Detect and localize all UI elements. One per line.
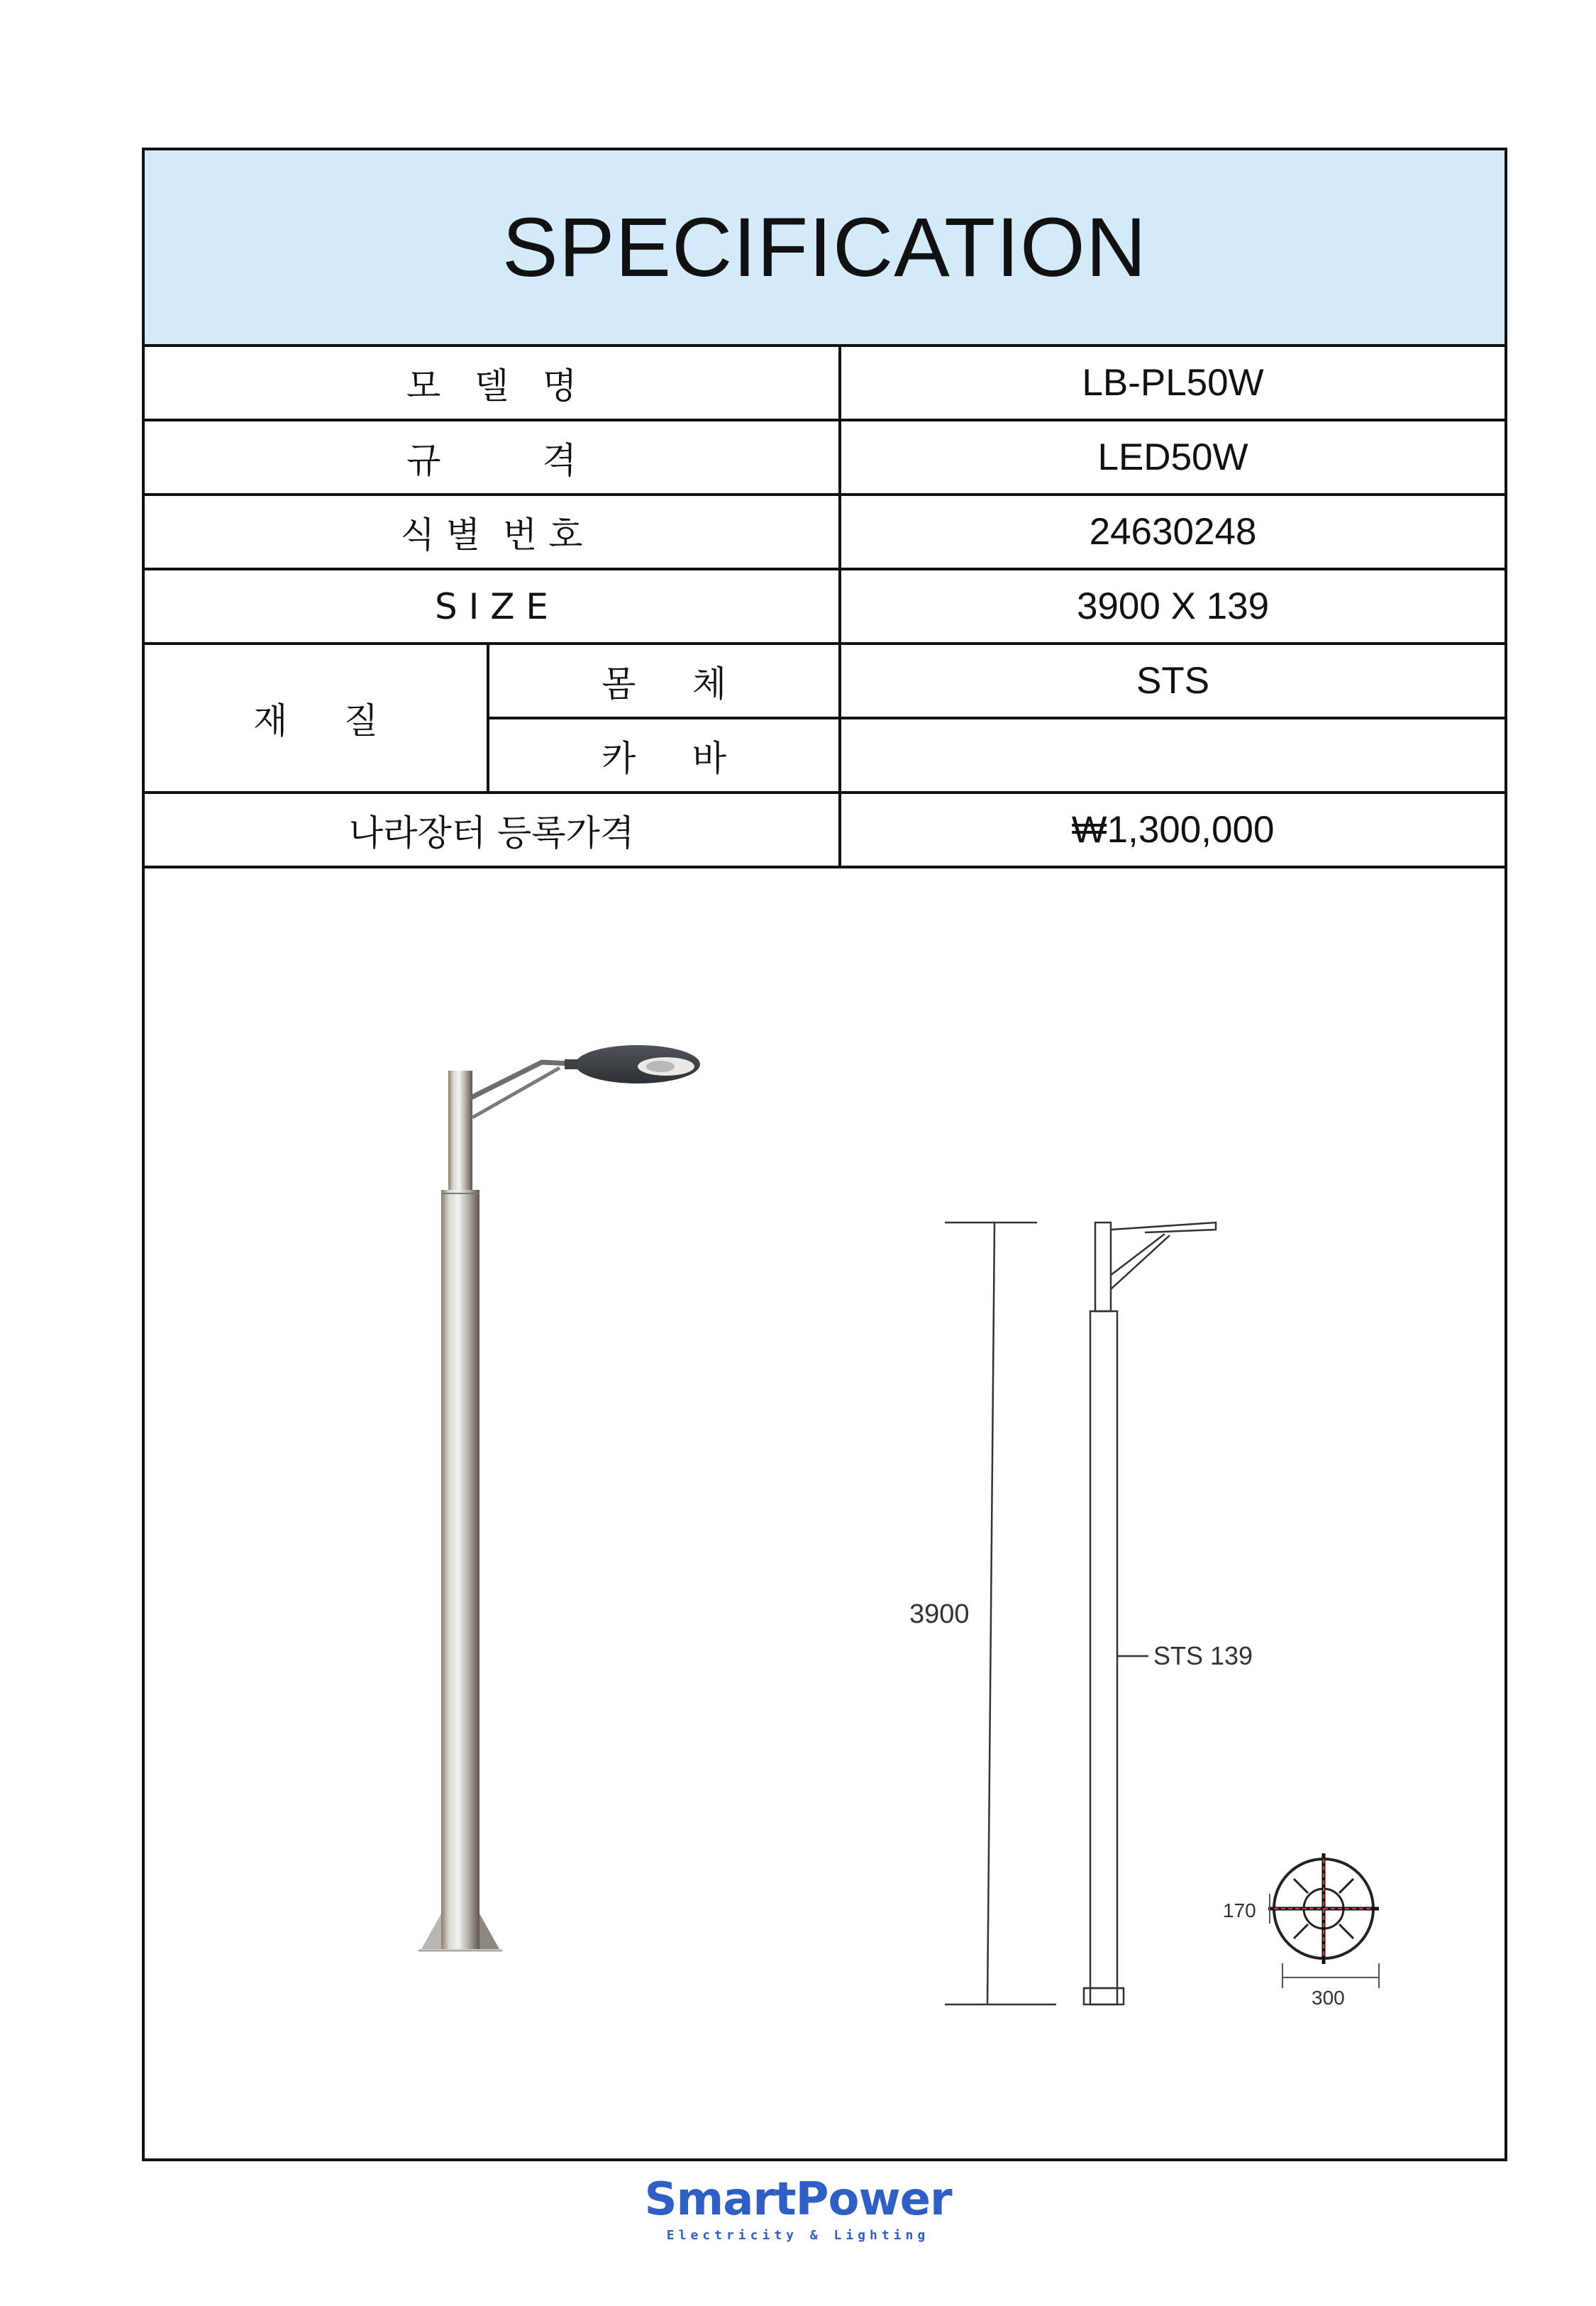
table-row [145, 420, 1504, 495]
id-number-label: 식 별 번 호 [145, 495, 840, 569]
title-band [145, 150, 1504, 347]
pole-photo [419, 1045, 700, 1951]
logo-brand: SmartPower [644, 2173, 952, 2226]
spec-sheet [142, 148, 1507, 2161]
table-row [145, 644, 1504, 718]
table-row [145, 793, 1504, 867]
base-width-dimension: 300 [1312, 1987, 1345, 2009]
pole-material-label: STS 139 [1153, 1641, 1253, 1670]
logo-tagline: Electricity & Lighting [666, 2228, 930, 2243]
material-body-value: STS [840, 644, 1504, 718]
material-body-label: 몸 체 [488, 644, 840, 718]
model-label: 모 델 명 [145, 347, 840, 420]
height-dimension-label: 3900 [909, 1599, 970, 1629]
table-row [145, 347, 1504, 420]
price-label: 나라장터 등록가격 [145, 793, 840, 867]
product-drawings [145, 892, 1504, 2158]
material-cover-value [840, 718, 1504, 793]
table-row [145, 495, 1504, 569]
page-title: SPECIFICATION [501, 200, 1147, 294]
model-value: LB-PL50W [840, 347, 1504, 420]
pole-line-drawing [945, 1223, 1216, 2004]
price-value: ₩1,300,000 [840, 793, 1504, 867]
spec-value: LED50W [840, 420, 1504, 495]
company-logo [0, 2173, 1596, 2243]
size-value: 3900 X 139 [840, 569, 1504, 644]
size-label: S I Z E [145, 569, 840, 644]
base-plate-drawing [1268, 1853, 1379, 1988]
table-row [145, 569, 1504, 644]
material-label: 재 질 [145, 644, 488, 793]
spec-table [145, 347, 1504, 868]
base-small-dimension: 170 [1223, 1899, 1256, 1921]
figure-area [145, 892, 1504, 2158]
id-number-value: 24630248 [840, 495, 1504, 569]
spec-label: 규 격 [145, 420, 840, 495]
material-cover-label: 카 바 [488, 718, 840, 793]
